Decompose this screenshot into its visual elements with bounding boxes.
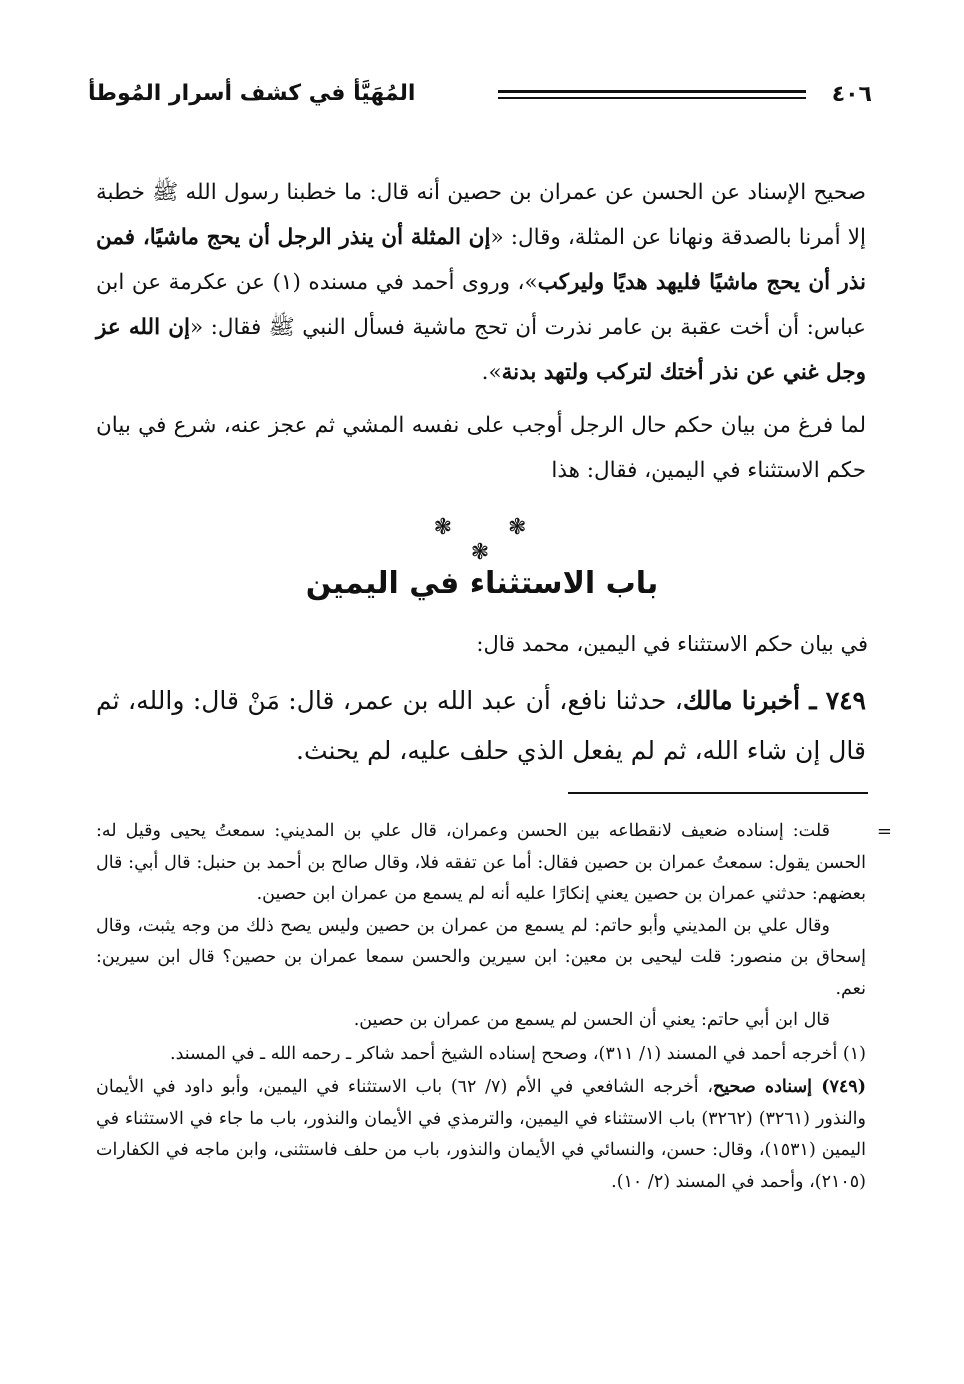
paragraph-1-bold-quote-2: إن الله عز وجل غني عن نذر أختك لتركب ولتهد بدنة [96, 315, 866, 385]
chapter-intro: في بيان حكم الاستثناء في اليمين، محمد قال: [476, 632, 868, 656]
footnote-rule [568, 792, 868, 794]
hadith-number: ٧٤٩ ـ أخبرنا مالك [682, 686, 866, 715]
running-header [88, 80, 872, 120]
hadith-text [96, 676, 866, 776]
page-number: ٤٠٦ [831, 82, 872, 107]
footnote-749-label: (٧٤٩) إسناده صحيح [712, 1077, 866, 1097]
footnote-749 [96, 1072, 866, 1198]
book-title: المُهَيَّأ في كشف أسرار المُوطأ [88, 81, 416, 106]
footnote-749-text: ، أخرجه الشافعي في الأم (٧/ ٦٢) باب الاستثناء في اليمين، وأبو داود في الأيمان والنذور (٣٢٦١) (٣٢٦٢) باب الاستثناء في اليمين، والترمذي في الأيمان والنذور، باب ما جاء في الاستثناء في اليمين (١٥٣١)، وقال: حسن، والنسائي في الأيمان والنذور، باب من حلف فاستثنى، وابن ماجه في الكفارات (٢١٠٥)، وأحمد في المسند (٢/ ١٠). [96, 1077, 866, 1192]
paragraph-1-part2: »، وروى أحمد في مسنده (١) عن عكرمة عن ابن عباس: أن أخت عقبة بن عامر نذرت أن تحج ماشية فسأل النبي ﷺ فقال: « [96, 270, 866, 340]
asterisk-ornament: ❃ [470, 540, 490, 565]
footnote-para-1: قلت: إسناده ضعيف لانقطاعه بين الحسن وعمران، قال علي بن المديني: سمعتُ يحيى وقيل له: الحسن يقول: سمعتُ عمران بن حصين فقال: أما عن تفقه فلا، وقال صالح بن أحمد بن حنبل: قال أبي: قال بعضهم: حدثني عمران بن حصين يعني إنكارًا عليه أنه لم يسمع من عمران ابن حصين. [96, 821, 866, 904]
asterisk-ornament: ❃ [508, 515, 527, 540]
footnotes [96, 816, 892, 1198]
hadith-body: ، حدثنا نافع، أن عبد الله بن عمر، قال: مَنْ قال: والله، ثم قال إن شاء الله، ثم لم يفعل الذي حلف عليه، لم يحنث. [96, 686, 866, 765]
chapter-title: باب الاستثناء في اليمين [305, 566, 659, 601]
footnote-para-3: قال ابن أبي حاتم: يعني أن الحسن لم يسمع من عمران بن حصين. [353, 1010, 830, 1030]
footnote-para-2: وقال علي بن المديني وأبو حاتم: لم يسمع من عمران بن حصين وليس يصح ذلك من وجه يثبت، وقال إسحاق بن منصور: قلت ليحيى بن معين: ابن سيرين والحسن سمعا عمران بن حصين؟ قال ابن سيرين: نعم. [96, 915, 866, 999]
footnote-continuation-mark: = [876, 821, 892, 842]
paragraph-1-part1: صحيح الإسناد عن الحسن عن عمران بن حصين أنه قال: ما خطبنا رسول الله ﷺ خطبة إلا أمرنا بالصدقة ونهانا عن المثلة، وقال: « [96, 180, 866, 250]
hadith-749 [96, 676, 866, 776]
asterisk-ornament: ❃ [433, 515, 452, 540]
section-separator [380, 515, 580, 565]
paragraph-1-part3: ». [481, 360, 502, 385]
footnote-1: (١) أخرجه أحمد في المسند (١/ ٣١١)، وصحح إسناده الشيخ أحمد شاكر ـ رحمه الله ـ في المسند. [170, 1043, 866, 1064]
paragraph-1 [96, 170, 866, 395]
main-text [96, 170, 866, 493]
paragraph-2: لما فرغ من بيان حكم حال الرجل أوجب على نفسه المشي ثم عجز عنه، شرع في بيان حكم الاستثناء في اليمين، فقال: هذا [96, 413, 866, 483]
header-rule [498, 90, 806, 99]
paragraph-1-bold-quote-1: إن المثلة أن ينذر الرجل أن يحج ماشيًا، فمن نذر أن يحج ماشيًا فليهد هديًا وليركب [96, 225, 866, 295]
